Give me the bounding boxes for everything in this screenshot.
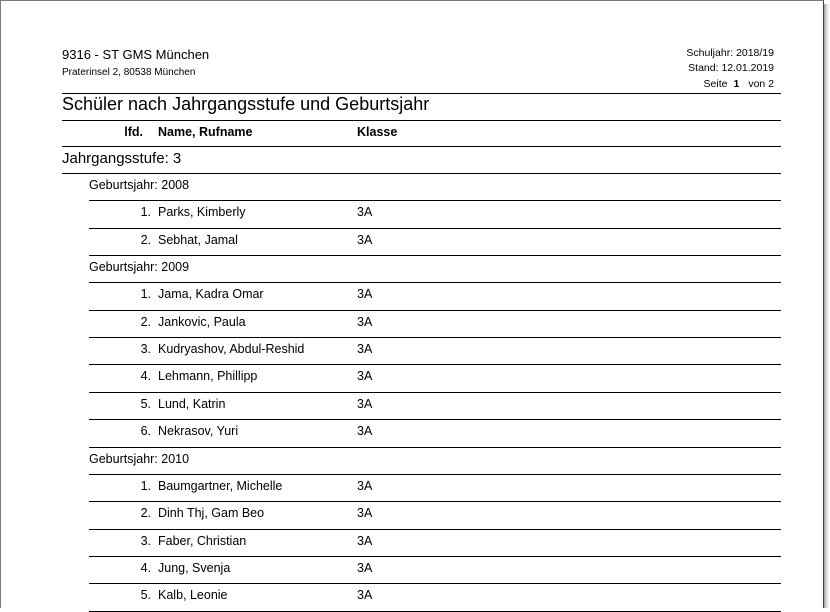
student-class: 3A	[357, 506, 373, 521]
student-class: 3A	[357, 314, 373, 329]
page-indicator	[704, 78, 774, 90]
student-class: 3A	[357, 205, 373, 220]
student-class: 3A	[357, 560, 373, 575]
student-name: Jama, Kadra Omar	[158, 287, 264, 302]
table-row	[1, 506, 781, 524]
table-row	[1, 342, 781, 360]
row-rule	[89, 228, 781, 229]
student-name: Baumgartner, Michelle	[158, 478, 283, 493]
student-name: Jankovic, Paula	[158, 314, 246, 329]
row-number: 2.	[140, 314, 151, 329]
table-row	[1, 397, 781, 415]
school-address: Praterinsel 2, 80538 München	[62, 67, 196, 78]
student-name: Kudryashov, Abdul-Reshid	[158, 342, 305, 357]
table-row	[1, 424, 781, 442]
birth-year-rule	[89, 282, 781, 283]
row-number: 4.	[140, 560, 151, 575]
row-rule	[89, 501, 781, 502]
student-name: Parks, Kimberly	[158, 205, 246, 220]
row-number: 3.	[140, 342, 151, 357]
school-name: 9316 - ST GMS München	[62, 47, 210, 62]
row-rule	[89, 556, 781, 557]
table-row	[1, 561, 781, 579]
title-rule	[62, 120, 781, 121]
column-header-name: Name, Rufname	[158, 125, 253, 139]
column-header-lfd: lfd.	[124, 125, 143, 139]
student-class: 3A	[357, 232, 373, 247]
row-rule	[89, 392, 781, 393]
table-row	[1, 369, 781, 387]
table-row	[1, 205, 781, 223]
row-rule	[89, 583, 781, 584]
birth-year-heading: Geburtsjahr: 2009	[89, 260, 190, 275]
student-name: Lehmann, Phillipp	[158, 369, 258, 384]
page-number: 1	[733, 78, 740, 90]
table-row	[1, 588, 781, 606]
stand-date: Stand: 12.01.2019	[688, 62, 774, 74]
table-row	[1, 534, 781, 552]
school-year: Schuljahr: 2018/19	[686, 47, 774, 59]
row-rule	[89, 447, 781, 448]
student-class: 3A	[357, 396, 373, 411]
student-class: 3A	[357, 369, 373, 384]
report-title: Schüler nach Jahrgangsstufe und Geburtsjahr	[62, 94, 430, 114]
grade-heading: Jahrgangsstufe: 3	[62, 150, 182, 167]
student-name: Kalb, Leonie	[158, 588, 228, 603]
student-name: Lund, Katrin	[158, 396, 226, 411]
birth-year-rule	[89, 200, 781, 201]
row-number: 4.	[140, 369, 151, 384]
row-number: 5.	[140, 588, 151, 603]
table-row	[1, 315, 781, 333]
table-row	[1, 479, 781, 497]
student-class: 3A	[357, 342, 373, 357]
row-rule	[89, 529, 781, 530]
birth-year-heading: Geburtsjahr: 2010	[89, 451, 190, 466]
birth-year-heading: Geburtsjahr: 2008	[89, 178, 190, 192]
page-shadow	[824, 4, 829, 608]
row-number: 6.	[140, 424, 151, 439]
row-rule	[89, 364, 781, 365]
row-number: 5.	[140, 396, 151, 411]
birth-year-rule	[89, 474, 781, 475]
table-row	[1, 287, 781, 305]
table-row	[1, 233, 781, 251]
student-name: Faber, Christian	[158, 533, 247, 548]
row-rule	[89, 337, 781, 338]
student-class: 3A	[357, 424, 373, 439]
column-header-rule	[62, 146, 781, 147]
row-number: 1.	[140, 287, 151, 302]
row-number: 1.	[140, 205, 151, 220]
column-header-klasse: Klasse	[357, 125, 398, 139]
row-number: 2.	[140, 232, 151, 247]
row-rule	[89, 419, 781, 420]
student-class: 3A	[357, 533, 373, 548]
student-name: Sebhat, Jamal	[158, 232, 238, 247]
row-rule	[89, 310, 781, 311]
student-class: 3A	[357, 588, 373, 603]
student-class: 3A	[357, 287, 373, 302]
row-number: 2.	[140, 506, 151, 521]
row-rule	[89, 255, 781, 256]
row-number: 3.	[140, 533, 151, 548]
page-label: Seite	[703, 78, 728, 90]
row-number: 1.	[140, 478, 151, 493]
student-name: Nekrasov, Yuri	[158, 424, 239, 439]
grade-rule	[62, 173, 781, 174]
page-total: von 2	[748, 78, 774, 90]
student-name: Dinh Thj, Gam Beo	[158, 506, 265, 521]
student-class: 3A	[357, 478, 373, 493]
student-name: Jung, Svenja	[158, 560, 231, 575]
